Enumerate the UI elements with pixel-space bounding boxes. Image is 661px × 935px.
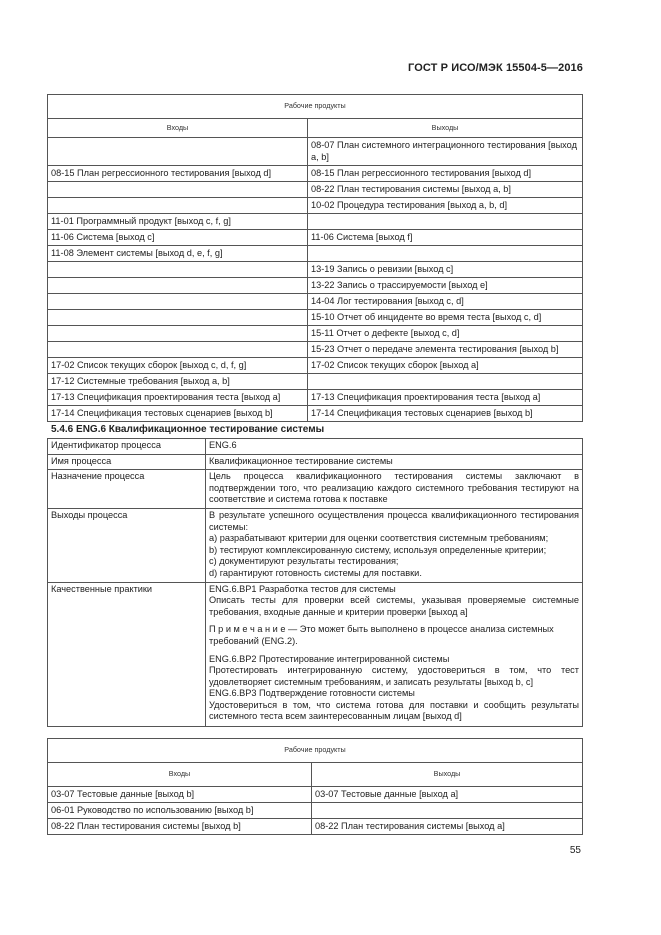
- output-cell: 13-22 Запись о трассируемости [выход e]: [308, 278, 583, 294]
- output-cell: 11-06 Система [выход f]: [308, 230, 583, 246]
- table-row: [48, 787, 583, 803]
- note-text: — Это может быть выполнено в процессе анализа системных требований (ENG.2).: [209, 624, 554, 646]
- output-cell: 15-10 Отчет об инциденте во время теста [выход c, d]: [308, 310, 583, 326]
- output-cell: 08-07 План системного интеграционного тестирования [выход a, b]: [308, 138, 583, 166]
- bp3-text: Удостовериться в том, что система готова для поставки и сообщить результаты системного теста всем заинтересованным лицам [выход d]: [209, 699, 579, 722]
- table-row: [48, 230, 583, 246]
- output-cell: [312, 803, 583, 819]
- input-cell: [48, 310, 308, 326]
- input-cell: [48, 294, 308, 310]
- table-row: [48, 166, 583, 182]
- input-cell: [48, 138, 308, 166]
- table-row: [48, 310, 583, 326]
- table-row: [48, 214, 583, 230]
- table-row: [48, 262, 583, 278]
- output-cell: 08-15 План регрессионного тестирования [выход d]: [308, 166, 583, 182]
- table-row: [48, 439, 583, 455]
- table-row: [48, 198, 583, 214]
- work-products-table-2: [47, 738, 583, 835]
- outcome-item: c) документируют результаты тестирования;: [209, 556, 399, 567]
- table-title: Рабочие продукты: [48, 739, 583, 763]
- input-cell: 08-15 План регрессионного тестирования [выход d]: [48, 166, 308, 182]
- page-number: 55: [569, 845, 581, 856]
- input-cell: 03-07 Тестовые данные [выход b]: [48, 787, 312, 803]
- output-cell: 17-14 Спецификация тестовых сценариев [выход b]: [308, 406, 583, 422]
- bp2-title: ENG.6.BP2 Протестирование интегрированной системы: [209, 653, 450, 664]
- process-practices-label: Качественные практики: [48, 582, 206, 727]
- output-cell: 17-13 Спецификация проектирования теста [выход a]: [308, 390, 583, 406]
- input-cell: 17-12 Системные требования [выход a, b]: [48, 374, 308, 390]
- output-cell: [308, 374, 583, 390]
- input-cell: 17-02 Список текущих сборок [выход c, d, f, g]: [48, 358, 308, 374]
- outcomes-intro: В результате успешного осуществления процесса квалификационного тестирования системы:: [209, 509, 579, 532]
- table-row: [48, 582, 583, 727]
- table-row: [48, 138, 583, 166]
- bp3-title: ENG.6.BP3 Подтверждение готовности системы: [209, 688, 415, 699]
- note: [209, 624, 579, 647]
- output-cell: 10-02 Процедура тестирования [выход a, b, d]: [308, 198, 583, 214]
- table-row: [48, 390, 583, 406]
- output-cell: 03-07 Тестовые данные [выход a]: [312, 787, 583, 803]
- input-cell: 08-22 План тестирования системы [выход b]: [48, 819, 312, 835]
- table-title: Рабочие продукты: [48, 95, 583, 119]
- process-practices-value: [206, 582, 583, 727]
- table-row: [48, 819, 583, 835]
- outcome-item: d) гарантируют готовность системы для поставки.: [209, 567, 422, 578]
- table-row: [48, 406, 583, 422]
- process-purpose-label: Назначение процесса: [48, 470, 206, 509]
- process-table: [47, 438, 583, 727]
- process-purpose-value: Цель процесса квалификационного тестирования системы заключают в подтверждении того, что реализацию каждого системного требования тестируют на соответствие и система готова к поставке: [206, 470, 583, 509]
- column-header-outputs: Выходы: [308, 119, 583, 138]
- section-title: 5.4.6 ENG.6 Квалификационное тестирование системы: [51, 424, 325, 435]
- input-cell: 11-01 Программный продукт [выход c, f, g]: [48, 214, 308, 230]
- process-outcomes-value: [206, 508, 583, 582]
- output-cell: 14-04 Лог тестирования [выход c, d]: [308, 294, 583, 310]
- input-cell: [48, 278, 308, 294]
- output-cell: 08-22 План тестирования системы [выход a, b]: [308, 182, 583, 198]
- standard-header: ГОСТ Р ИСО/МЭК 15504-5—2016: [408, 62, 583, 74]
- table-row: [48, 294, 583, 310]
- table-row: [48, 326, 583, 342]
- outcome-item: b) тестируют комплексированную систему, используя определенные критерии;: [209, 544, 547, 555]
- process-id-label: Идентификатор процесса: [48, 439, 206, 455]
- process-name-label: Имя процесса: [48, 454, 206, 470]
- process-name-value: Квалификационное тестирование системы: [206, 454, 583, 470]
- output-cell: 15-11 Отчет о дефекте [выход c, d]: [308, 326, 583, 342]
- table-row: [48, 374, 583, 390]
- table-row: [48, 246, 583, 262]
- note-label: П р и м е ч а н и е: [209, 624, 286, 635]
- bp2-text: Протестировать интегрированную систему, удостовериться в том, что тест удовлетворяет системным требованиям, и записать результаты [выход b, c]: [209, 665, 579, 687]
- table-row: [48, 278, 583, 294]
- output-cell: 17-02 Список текущих сборок [выход a]: [308, 358, 583, 374]
- bp1-title: ENG.6.BP1 Разработка тестов для системы: [209, 583, 396, 594]
- input-cell: [48, 182, 308, 198]
- output-cell: 08-22 План тестирования системы [выход a]: [312, 819, 583, 835]
- output-cell: [308, 214, 583, 230]
- table-row: [48, 182, 583, 198]
- input-cell: 11-08 Элемент системы [выход d, e, f, g]: [48, 246, 308, 262]
- column-header-inputs: Входы: [48, 763, 312, 787]
- output-cell: 15-23 Отчет о передаче элемента тестирования [выход b]: [308, 342, 583, 358]
- table-row: [48, 342, 583, 358]
- table-row: [48, 803, 583, 819]
- column-header-inputs: Входы: [48, 119, 308, 138]
- process-id-value: ENG.6: [206, 439, 583, 455]
- input-cell: [48, 198, 308, 214]
- bp1-text: Описать тесты для проверки всей системы, указывая проверяемые системные требования, входные данные и критерии проверки [выход a]: [209, 595, 579, 617]
- table-row: [48, 358, 583, 374]
- column-header-outputs: Выходы: [312, 763, 583, 787]
- input-cell: [48, 262, 308, 278]
- work-products-table-1: [47, 94, 583, 422]
- output-cell: 13-19 Запись о ревизии [выход c]: [308, 262, 583, 278]
- input-cell: 06-01 Руководство по использованию [выход b]: [48, 803, 312, 819]
- input-cell: [48, 326, 308, 342]
- table-row: [48, 454, 583, 470]
- table-row: [48, 508, 583, 582]
- outcome-item: a) разрабатывают критерии для оценки соответствия системным требованиям;: [209, 533, 549, 544]
- output-cell: [308, 246, 583, 262]
- input-cell: [48, 342, 308, 358]
- input-cell: 11-06 Система [выход c]: [48, 230, 308, 246]
- input-cell: 17-13 Спецификация проектирования теста [выход a]: [48, 390, 308, 406]
- process-outcomes-label: Выходы процесса: [48, 508, 206, 582]
- input-cell: 17-14 Спецификация тестовых сценариев [выход b]: [48, 406, 308, 422]
- table-row: [48, 470, 583, 509]
